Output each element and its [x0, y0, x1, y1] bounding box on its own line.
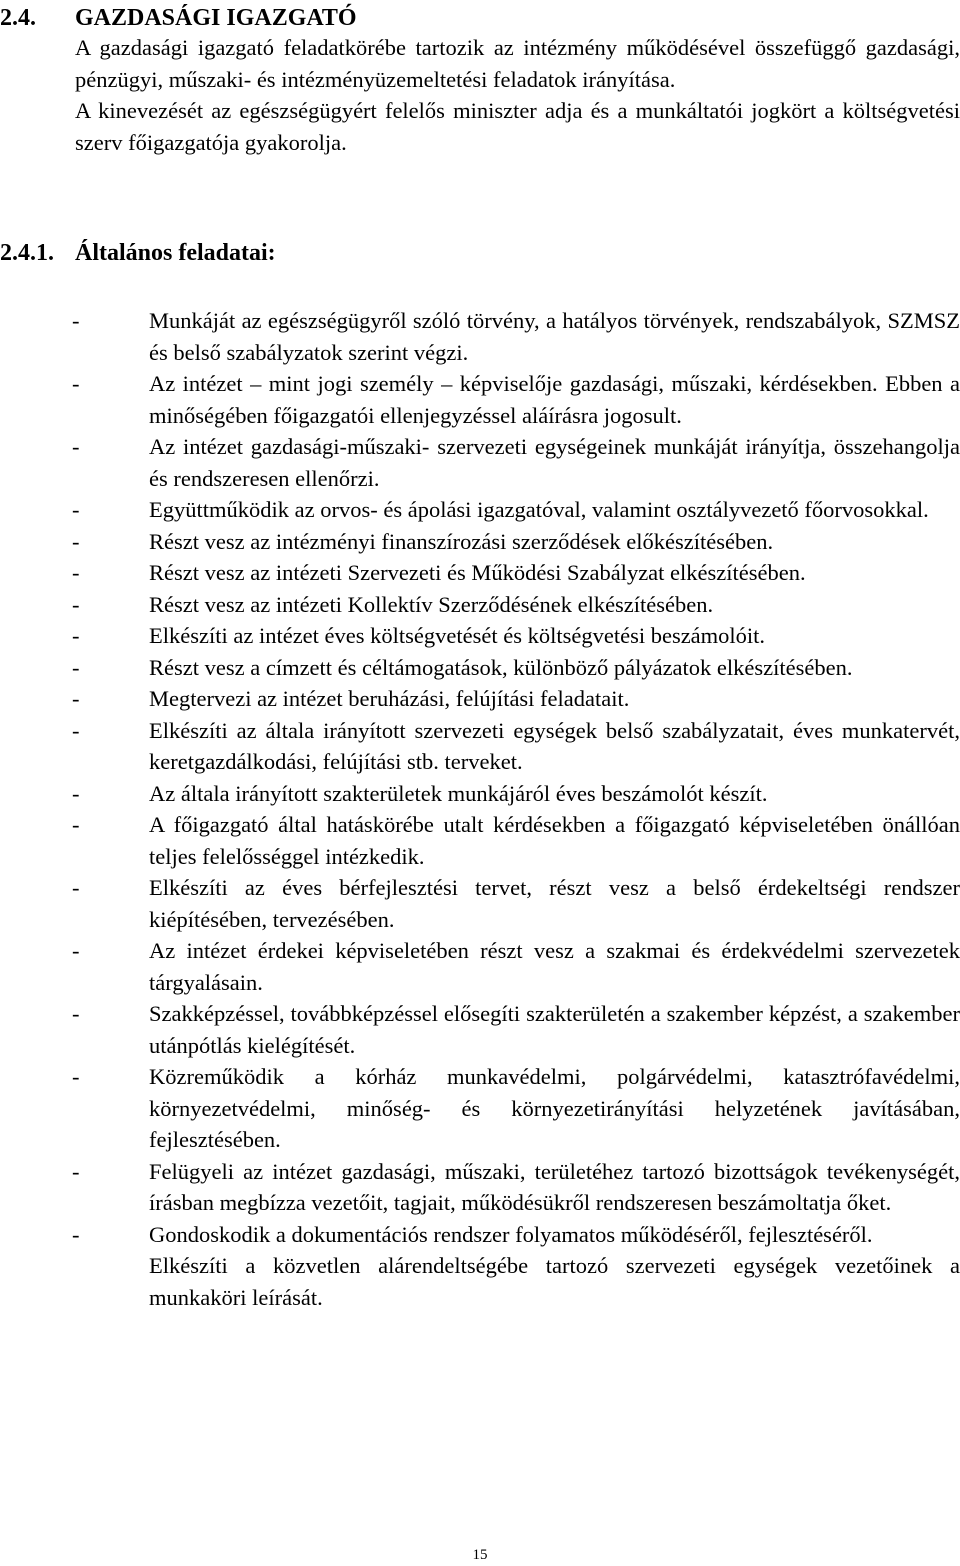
- list-item-text: Részt vesz az intézeti Kollektív Szerződésének elkészítésében.: [149, 591, 714, 617]
- list-item: [0, 778, 960, 810]
- list-item-text: Együttműködik az orvos- és ápolási igazgatóval, valamint osztályvezető főorvosokkal.: [149, 497, 929, 522]
- list-dash: -: [72, 1064, 80, 1089]
- list-item-text: Elkészíti az éves bérfejlesztési tervet, részt vesz a belső érdekeltségi rendszer kiépítésében, tervezésében.: [149, 875, 960, 932]
- list-item: [0, 305, 960, 368]
- list-item-text: Gondoskodik a dokumentációs rendszer folyamatos működéséről, fejlesztéséről.: [149, 1221, 873, 1247]
- list-item-text: Szakképzéssel, továbbképzéssel elősegíti szakterületén a szakember képzést, a szakember utánpótlás kielégítését.: [149, 1001, 960, 1058]
- list-item: [0, 1219, 960, 1251]
- intro-paragraph: A kinevezését az egészségügyért felelős miniszter adja és a munkáltatói jogkört a költségvetési szerv főigazgatója gyakorolja.: [75, 98, 960, 155]
- list-dash: -: [72, 560, 80, 585]
- subsection-number: 2.4.1.: [0, 240, 54, 266]
- list-dash: -: [72, 780, 80, 806]
- section-number: 2.4.: [0, 5, 36, 31]
- list-dash: -: [72, 717, 80, 743]
- list-item-text: A főigazgató által hatáskörébe utalt kérdésekben a főigazgató képviseletében önállóan teljes felelősséggel intézkedik.: [149, 812, 960, 869]
- list-item-text: Részt vesz a címzett és céltámogatások, különböző pályázatok elkészítésében.: [149, 654, 853, 680]
- list-dash: -: [72, 434, 80, 459]
- list-item-text: Felügyeli az intézet gazdasági, műszaki, területéhez tartozó bizottságok tevékenységét, írásban megbízza vezetőit, tagjait, működésükről rendszeresen beszámoltatja őket.: [149, 1158, 960, 1215]
- list-dash: -: [72, 371, 80, 396]
- list-item: [0, 935, 960, 998]
- list-item-text: Az általa irányított szakterületek munkájáról éves beszámolót készít.: [149, 780, 768, 806]
- list-dash: -: [72, 1158, 80, 1184]
- list-item: [0, 589, 960, 621]
- task-list: [0, 305, 960, 1313]
- list-item: [0, 620, 960, 652]
- list-item: [0, 872, 960, 935]
- list-item-text: Elkészíti az általa irányított szervezeti egységek belső szabályzatait, éves munkatervét, keretgazdálkodási, felújítási stb. terveket.: [149, 717, 960, 774]
- list-dash: -: [72, 497, 80, 522]
- list-item: [0, 809, 960, 872]
- list-dash: -: [72, 654, 80, 680]
- list-item-text: Munkáját az egészségügyről szóló törvény, a hatályos törvények, rendszabályok, SZMSZ és belső szabályzatok szerint végzi.: [149, 308, 960, 365]
- list-dash: -: [72, 1221, 80, 1247]
- list-item-text: Közreműködik a kórház munkavédelmi, polgárvédelmi, katasztrófavédelmi, környezetvédelmi, minőség- és környezetirányítási helyzetének javításában, fejlesztésében.: [149, 1064, 960, 1152]
- list-item: [0, 1061, 960, 1156]
- list-item: [0, 368, 960, 431]
- list-item: [0, 557, 960, 589]
- list-dash: -: [72, 938, 80, 963]
- list-item-text: Az intézet gazdasági-műszaki- szervezeti egységeinek munkáját irányítja, összehangolja és rendszeresen ellenőrzi.: [149, 434, 960, 491]
- list-item: [0, 494, 960, 526]
- list-item-text: Az intézet érdekei képviseletében részt vesz a szakmai és érdekvédelmi szervezetek tárgyalásain.: [149, 938, 960, 995]
- list-item: [0, 1156, 960, 1219]
- list-item: [0, 431, 960, 494]
- list-item: [0, 652, 960, 684]
- list-item-text: Elkészíti az intézet éves költségvetését és költségvetési beszámolóit.: [149, 623, 766, 648]
- list-dash: -: [72, 591, 80, 617]
- subsection-title: Általános feladatai:: [75, 240, 276, 266]
- list-dash: -: [72, 623, 80, 648]
- section-intro: [75, 32, 960, 158]
- list-dash: -: [72, 528, 80, 554]
- page-number: 15: [472, 1547, 488, 1563]
- section-title: GAZDASÁGI IGAZGATÓ: [75, 5, 357, 31]
- list-item: [0, 526, 960, 558]
- list-item: [0, 683, 960, 715]
- list-item-text: Részt vesz az intézményi finanszírozási szerződések előkészítésében.: [149, 528, 774, 554]
- list-item-text: Megtervezi az intézet beruházási, felújítási feladatait.: [149, 686, 630, 711]
- section-heading: [0, 0, 960, 36]
- list-item: [0, 715, 960, 778]
- list-dash: -: [72, 686, 80, 711]
- list-item: [0, 998, 960, 1061]
- list-dash: -: [72, 875, 80, 900]
- list-dash: -: [72, 812, 80, 837]
- list-item-text: Részt vesz az intézeti Szervezeti és Működési Szabályzat elkészítésében.: [149, 560, 806, 585]
- list-item: [0, 1250, 960, 1313]
- list-dash: -: [72, 308, 80, 333]
- list-item-text: Elkészíti a közvetlen alárendeltségébe tartozó szervezeti egységek vezetőinek a munkaköri leírását.: [149, 1253, 960, 1310]
- intro-paragraph: A gazdasági igazgató feladatkörébe tartozik az intézmény működésével összefüggő gazdasági, pénzügyi, műszaki- és intézményüzemeltetési feladatok irányítása.: [75, 35, 960, 92]
- list-dash: -: [72, 1001, 80, 1026]
- list-item-text: Az intézet – mint jogi személy – képviselője gazdasági, műszaki, kérdésekben. Ebben a minőségében főigazgatói ellenjegyzéssel aláírásra jogosult.: [149, 371, 960, 428]
